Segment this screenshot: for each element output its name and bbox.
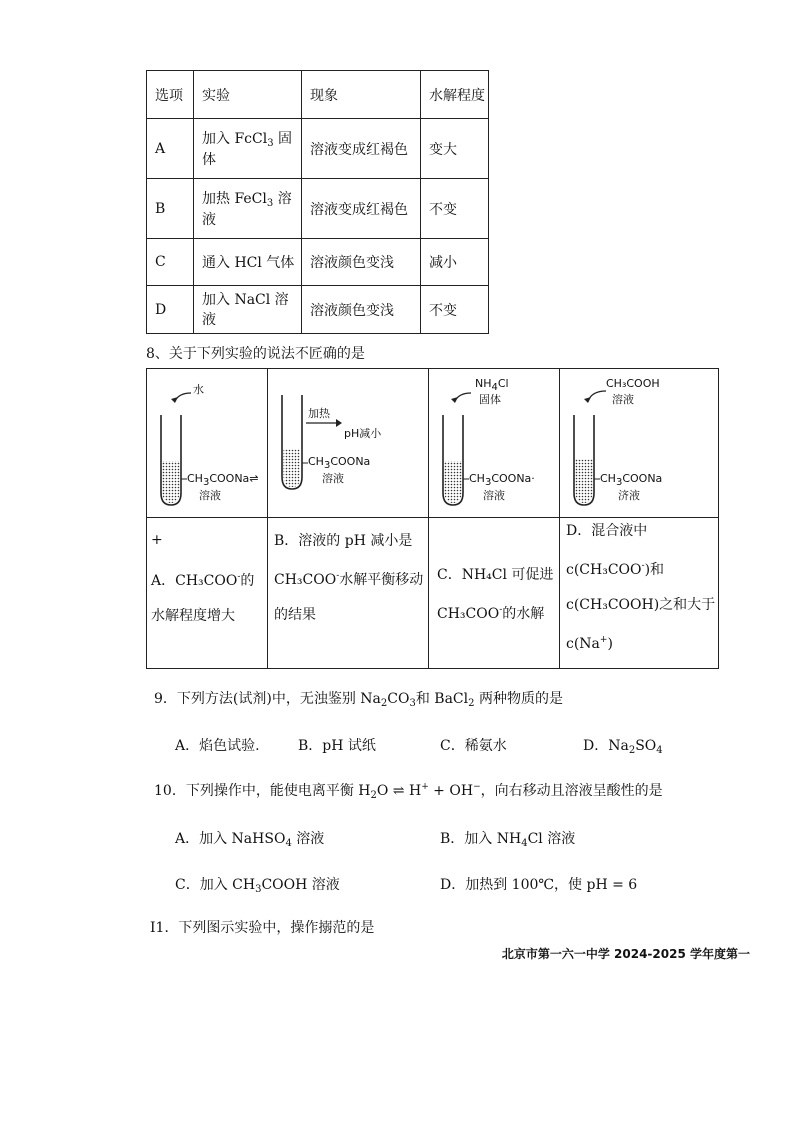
experiment-cell: 加入 NaCl 溶液 — [194, 286, 302, 334]
option-cell: C — [147, 239, 194, 286]
sodium-acetate-label: CH3COONa — [308, 455, 371, 471]
sodium-acetate-label: CH3COONa — [600, 472, 663, 488]
option-cell: A — [147, 119, 194, 179]
page-footer: 北京市第一六一中学 2024-2025 学年度第一 — [501, 947, 750, 961]
question-9-stem: 9．下列方法(试剂)中，无浊鉴别 $Na_2CO_3$和 BaCl$_2$ 两种物质的是 — [154, 691, 563, 709]
q9-option-d: D．$Na_2SO_4$ — [583, 738, 663, 756]
table-row — [147, 239, 489, 286]
header-cell: 实验 — [194, 71, 302, 119]
option-d-cell — [560, 518, 719, 669]
q10-option-d: D．加热到 100℃，使 pH = 6 — [440, 877, 638, 893]
solution-label: 溶液 — [483, 489, 505, 502]
table-header-row — [147, 71, 489, 119]
option-c-text: C．NH₄Cl 可促进 CH₃COO-的水解 — [437, 567, 554, 622]
solution-label: 溶液 — [322, 472, 344, 485]
question-11-title: I1．下列图示实验中，操作搦范的是 — [150, 920, 375, 936]
solution-label: 溶液 — [199, 489, 221, 502]
solution-label: 济液 — [618, 489, 640, 502]
option-a-cell — [147, 518, 268, 669]
q10-option-c: C．加入 $CH_3COOH$ 溶液 — [175, 877, 340, 895]
question-10-stem: 10．下列操作中，能使电离平衡 $H_2O$ ⇌ H+ + OH−，向右移动且溶液呈酸性的是 — [154, 782, 663, 801]
table-row — [147, 119, 489, 179]
solution-label: 溶液 — [612, 393, 634, 406]
q9-option-b: B．pH 试纸 — [298, 738, 376, 754]
figure-cell-4 — [560, 369, 719, 518]
phenomenon-cell: 溶液颜色变浅 — [302, 239, 421, 286]
q10-option-a: A．加入 NaHSO$_4$ 溶液 — [175, 831, 325, 849]
header-cell: 现象 — [302, 71, 421, 119]
ph-decrease-label: pH减小 — [344, 427, 382, 440]
table-row — [147, 179, 489, 239]
phenomenon-cell: 溶液变成红褐色 — [302, 179, 421, 239]
option-c-cell — [429, 518, 560, 669]
q10-option-b: B．加入 $NH_4Cl$ 溶液 — [440, 831, 576, 849]
option-cell: D — [147, 286, 194, 334]
answer-table — [146, 70, 489, 334]
heated-tube-icon — [276, 377, 416, 507]
experiment-cell: 加热 FeCl$_3$ 溶液 — [194, 179, 302, 239]
figure-cell-2 — [268, 369, 429, 518]
sodium-acetate-label: CH3COONa⇌ — [187, 472, 259, 488]
q9-option-c: C．稀氨水 — [440, 738, 507, 754]
degree-cell: 不变 — [421, 179, 489, 239]
option-b-text: B．溶液的 pH 减小是 CH₃COO-水解平衡移动 的结果 — [274, 533, 424, 623]
degree-cell: 变大 — [421, 119, 489, 179]
option-d-text: D．混合液中 c(CH₃COO-)和 c(CH₃COOH)之和大于 c(Na+) — [566, 523, 716, 652]
figure-cell-3 — [429, 369, 560, 518]
phenomenon-cell: 溶液颜色变浅 — [302, 286, 421, 334]
experiment-cell: 加入 FcCl$_3$ 固体 — [194, 119, 302, 179]
option-a-text: A．CH₃COO-的 水解程度增大 — [151, 572, 255, 624]
table-row — [147, 286, 489, 334]
phenomenon-cell: 溶液变成红褐色 — [302, 119, 421, 179]
figure-cell-1 — [147, 369, 268, 518]
degree-cell: 减小 — [421, 239, 489, 286]
water-label: 水 — [193, 383, 204, 396]
header-cell: 选项 — [147, 71, 194, 119]
experiment-cell: 通入 HCl 气体 — [194, 239, 302, 286]
option-cell: B — [147, 179, 194, 239]
question-8-title: 8、关于下列实验的说法不匠确的是 — [146, 346, 365, 362]
option-b-cell — [268, 518, 429, 669]
acetic-acid-label: CH₃COOH — [606, 377, 660, 390]
heat-label: 加热 — [308, 407, 330, 420]
header-cell: 水解程度 — [421, 71, 489, 119]
q9-option-a: A．焰色试验. — [175, 738, 260, 754]
ammonium-chloride-label: NH4Cl — [475, 377, 509, 393]
degree-cell: 不变 — [421, 286, 489, 334]
option-a-mark: + — [151, 532, 163, 548]
sodium-acetate-label: CH3COONa· — [469, 472, 535, 488]
solid-label: 固体 — [479, 393, 501, 406]
experiment-figure-table — [146, 368, 719, 669]
